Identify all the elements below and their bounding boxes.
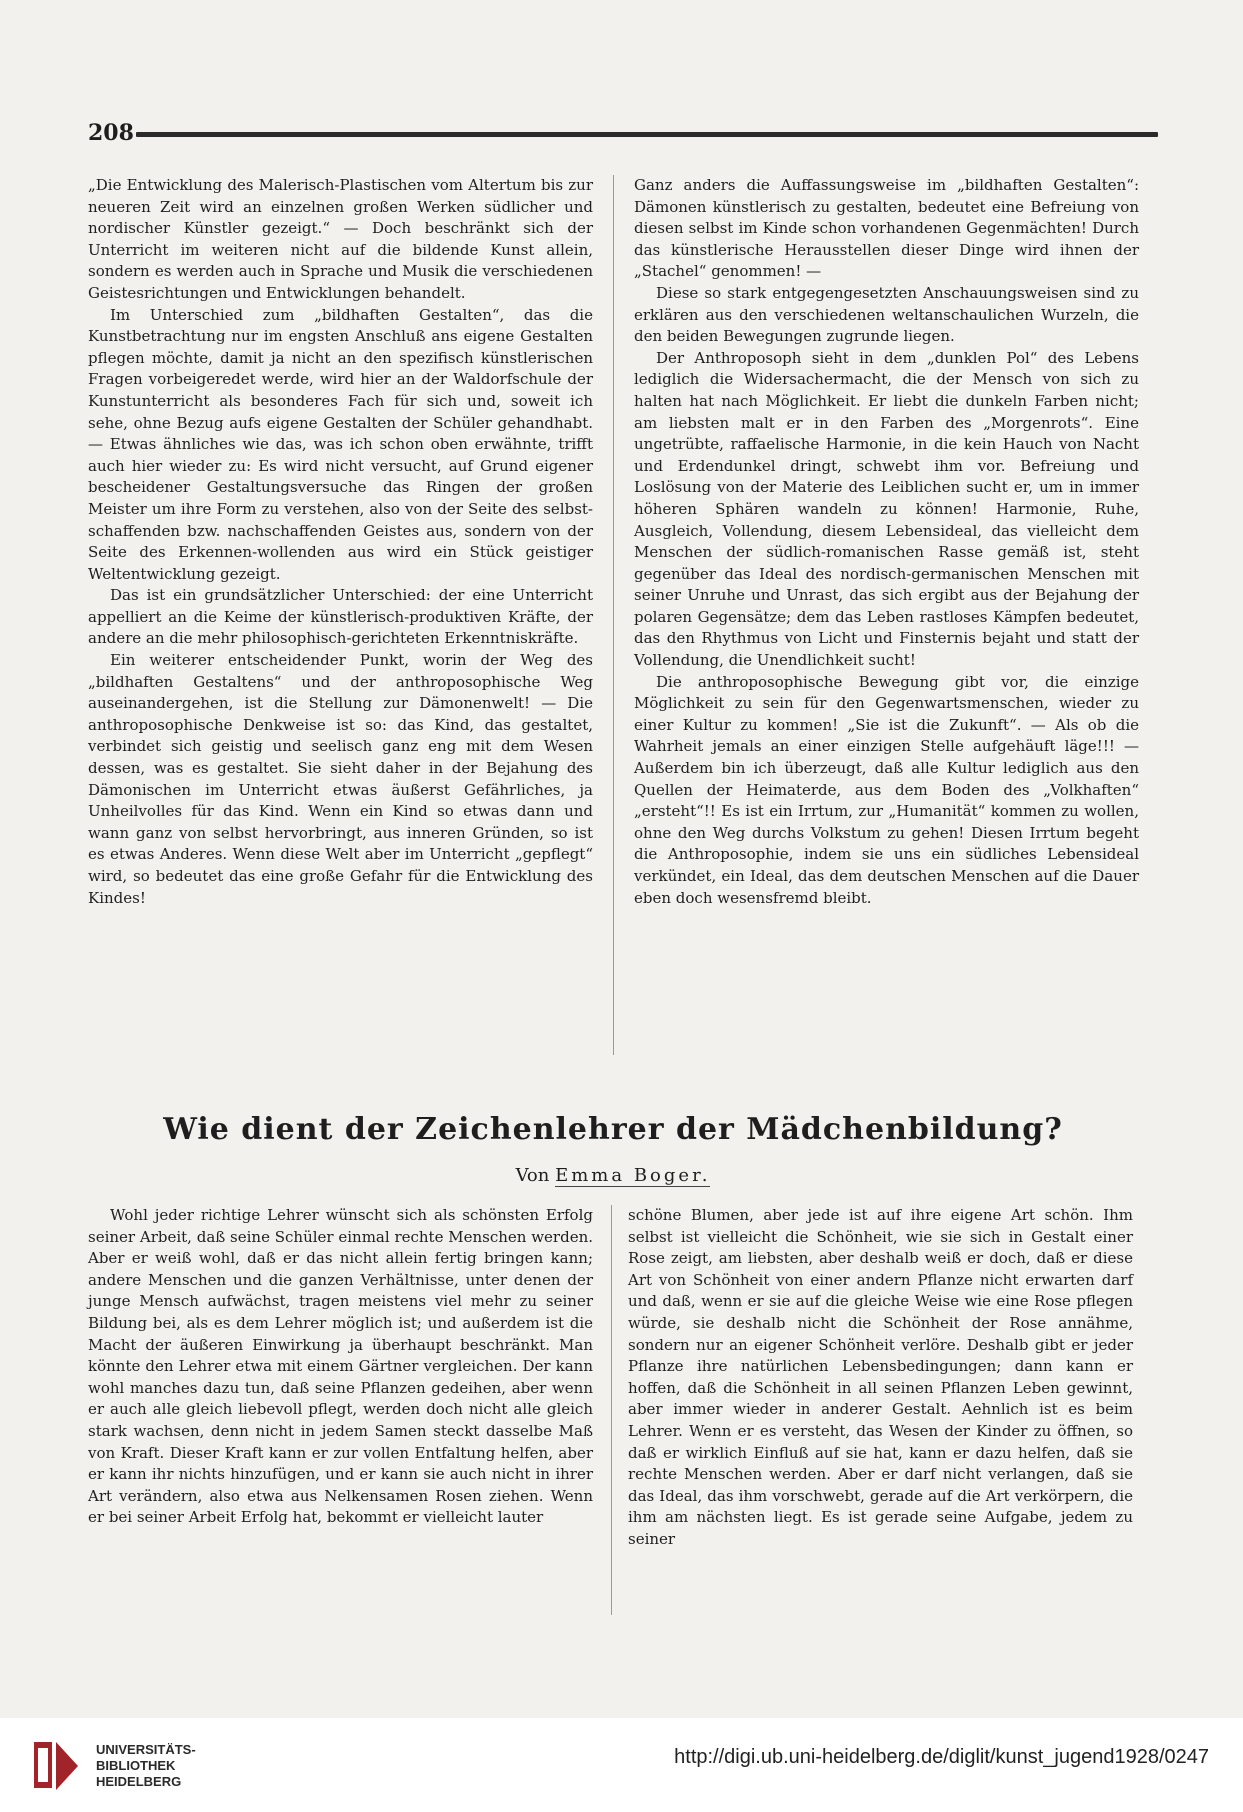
column-top-left — [88, 175, 593, 909]
byline-prefix: Von — [515, 1165, 550, 1186]
source-url-link[interactable]: http://digi.ub.uni-heidelberg.de/diglit/kunst_jugend1928/0247 — [674, 1746, 1209, 1768]
paragraph: Ganz anders die Auffassungsweise im „bildhaften Gestalten“: Dämonen künstlerisch zu gestalten, bedeutet eine Befreiung von diesen selbst im Kinde schon vorhandenen Gegenmächten! Durch das künstlerische Herausstellen dieser Dinge wird ihnen der „Stachel“ genommen! — — [634, 176, 1139, 281]
page-number: 208 — [88, 120, 134, 146]
library-name-line: BIBLIOTHEK — [96, 1758, 176, 1773]
paragraph: Das ist ein grundsätzlicher Unterschied: der eine Unterricht appelliert an die Keime der künstlerisch-produktiven Kräfte, der andere an die mehr philosophisch-gerichteten Erkenntniskräfte. — [88, 586, 593, 648]
paragraph: „Die Entwicklung des Malerisch-Plastischen vom Altertum bis zur neueren Zeit wird an einzelnen großen Werken südlicher und nordischer Künstler gezeigt.“ — Doch beschränkt sich der Unterricht im weiteren nicht auf die bildende Kunst allein, sondern es werden auch in Sprache und Musik die verschiedenen Geistesrichtungen und Entwicklungen behandelt. — [88, 176, 593, 302]
article-byline — [88, 1165, 1138, 1186]
header-rule — [136, 132, 1158, 137]
column-bottom-left — [88, 1205, 593, 1529]
column-top-right — [634, 175, 1139, 909]
paragraph: Der Anthroposoph sieht in dem „dunklen Pol“ des Lebens lediglich die Widersachermacht, die der Mensch von sich zu halten hat nach Möglichkeit. Er liebt die dunkeln Farben nicht; am liebsten malt er in den Farben des „Morgenrots“. Eine ungetrübte, raffaelische Harmonie, in die kein Hauch von Nacht und Erdendunkel dringt, schwebt ihm vor. Befreiung und Loslösung von der Materie des Leiblichen sucht er, um in immer höheren Sphären wandeln zu können! Harmonie, Ruhe, Ausgleich, Vollendung, diesem Lebensideal, das vielleicht dem Menschen der südlich-romanischen Rasse gemäß ist, steht gegenüber das Ideal des nordisch-germanischen Menschen mit seiner Unruhe und Unrast, das sich ergibt aus der Bejahung der polaren Gegensätze; dem das Leben rastloses Kämpfen bedeutet, das den Rhythmus von Licht und Finsternis bejaht und statt der Vollendung, die Unendlichkeit sucht! — [634, 348, 1139, 670]
library-name-line: HEIDELBERG — [96, 1774, 182, 1789]
column-bottom-right — [628, 1205, 1133, 1551]
paragraph: schöne Blumen, aber jede ist auf ihre eigene Art schön. Ihm selbst ist vielleicht die Schönheit, wie sie sich in Gestalt einer Rose zeigt, am liebsten, aber deshalb weiß er doch, daß er diese Art von Schönheit von einer andern Pflanze nicht erwarten darf und daß, wenn er sie auf die gleiche Weise wie eine Rose pflegen würde, sie deshalb nicht die Schönheit der Rose annähme, sondern nur an eigener Schönheit verlöre. Deshalb gibt er jeder Pflanze ihre natürlichen Lebensbedingungen; dann kann er hoffen, daß die Schönheit in all seinen Pflanzen Leben gewinnt, aber immer wieder in anderer Gestalt. Aehnlich ist es beim Lehrer. Wenn er es versteht, das Wesen der Kinder zu öffnen, so daß er wirklich Einfluß auf sie hat, kann er dazu helfen, daß sie rechte Menschen werden. Aber er darf nicht verlangen, daß sie das Ideal, das ihm vorschwebt, gerade auf die Art verkörpern, die ihm am nächsten liegt. Es ist gerade seine Aufgabe, jedem zu seiner — [628, 1206, 1133, 1548]
paragraph: Im Unterschied zum „bildhaften Gestalten“, das die Kunstbetrachtung nur im engsten Anschluß ans eigene Gestalten pflegen möchte, damit ja nicht an den spezifisch künstlerischen Fragen vorbeigeredet werde, wird hier an der Waldorfschule der Kunstunterricht als besonderes Fach für sich und, soweit ich sehe, ohne Bezug aufs eigene Gestalten der Schüler gehandhabt. — Etwas ähnliches wie das, was ich schon oben erwähnte, trifft auch hier wieder zu: Es wird nicht versucht, auf Grund eigener bescheidener Gestaltungsversuche das Ringen der großen Meister um ihre Form zu verstehen, also von der Seite des selbst-schaffenden bzw. nachschaffenden Geistes aus, sondern von der Seite des Erkennen-wollenden aus wird ein Stück geistiger Weltentwicklung gezeigt. — [88, 305, 593, 583]
university-library-logo-icon — [30, 1736, 82, 1794]
byline-author: Emma Boger. — [555, 1165, 711, 1186]
paragraph: Wohl jeder richtige Lehrer wünscht sich als schönsten Erfolg seiner Arbeit, daß seine Schüler einmal rechte Menschen werden. Aber er weiß wohl, daß er das nicht allein fertig bringen kann; andere Menschen und die ganzen Verhältnisse, unter denen der junge Mensch aufwächst, tragen meistens viel mehr zu seiner Bildung bei, als es dem Lehrer möglich ist; und außerdem ist die Macht der äußeren Einwirkung ja überhaupt beschränkt. Man könnte den Lehrer etwa mit einem Gärtner vergleichen. Der kann wohl manches dazu tun, daß seine Pflanzen gedeihen, aber wenn er auch alle gleich liebevoll pflegt, werden doch nicht alle gleich stark wachsen, denn nicht in jedem Samen steckt dasselbe Maß von Kraft. Dieser Kraft kann er zur vollen Entfaltung helfen, aber er kann ihr nichts hinzufügen, und er kann sie auch nicht in ihrer Art verändern, also etwa aus Nelkensamen Rosen ziehen. Wenn er bei seiner Arbeit Erfolg hat, bekommt er vielleicht lauter — [88, 1206, 593, 1527]
viewer-footer — [0, 1718, 1243, 1812]
paragraph: Diese so stark entgegengesetzten Anschauungsweisen sind zu erklären aus den verschiedenen weltanschaulichen Wurzeln, die den beiden Bewegungen zugrunde liegen. — [634, 283, 1139, 346]
library-name — [96, 1742, 196, 1790]
page-header — [88, 118, 1158, 148]
paragraph: Ein weiterer entscheidender Punkt, worin der Weg des „bildhaften Gestaltens“ und der anthroposophische Weg auseinandergehen, ist die Stellung zur Dämonenwelt! — Die anthroposophische Denkweise ist so: das Kind, das gestaltet, verbindet sich geistig und seelisch ganz eng mit dem Wesen dessen, was es gestaltet. Sie sieht daher in der Bejahung des Dämonischen im Unterricht etwas äußerst Gefährliches, ja Unheilvolles für das Kind. Wenn ein Kind so etwas dann und wann ganz von selbst hervorbringt, aus inneren Gründen, so ist es etwas Anderes. Wenn diese Welt aber im Unterricht „gepflegt“ wird, so bedeutet das eine große Gefahr für die Entwicklung des Kindes! — [88, 651, 593, 907]
column-divider — [611, 1205, 612, 1615]
article-title: Wie dient der Zeichenlehrer der Mädchenbildung? — [163, 1112, 1063, 1147]
column-divider — [613, 175, 614, 1055]
library-name-line: UNIVERSITÄTS- — [96, 1742, 196, 1757]
paragraph: Die anthroposophische Bewegung gibt vor, die einzige Möglichkeit zu sein für den Gegenwartsmenschen, wieder zu einer Kultur zu kommen! „Sie ist die Zukunft“. — Als ob die Wahrheit jemals an einer einzigen Stelle aufgehäuft läge!!! — Außerdem bin ich überzeugt, daß alle Kultur lediglich aus den Quellen der Heimaterde, aus dem Boden des „Volkhaften“ „ersteht“!! Es ist ein Irrtum, zur „Humanität“ kommen zu wollen, ohne den Weg durchs Volkstum zu gehen! Diesen Irrtum begeht die Anthroposophie, indem sie uns ein südliches Lebensideal verkündet, ein Ideal, das dem deutschen Menschen auf die Dauer eben doch wesensfremd bleibt. — [634, 672, 1139, 907]
